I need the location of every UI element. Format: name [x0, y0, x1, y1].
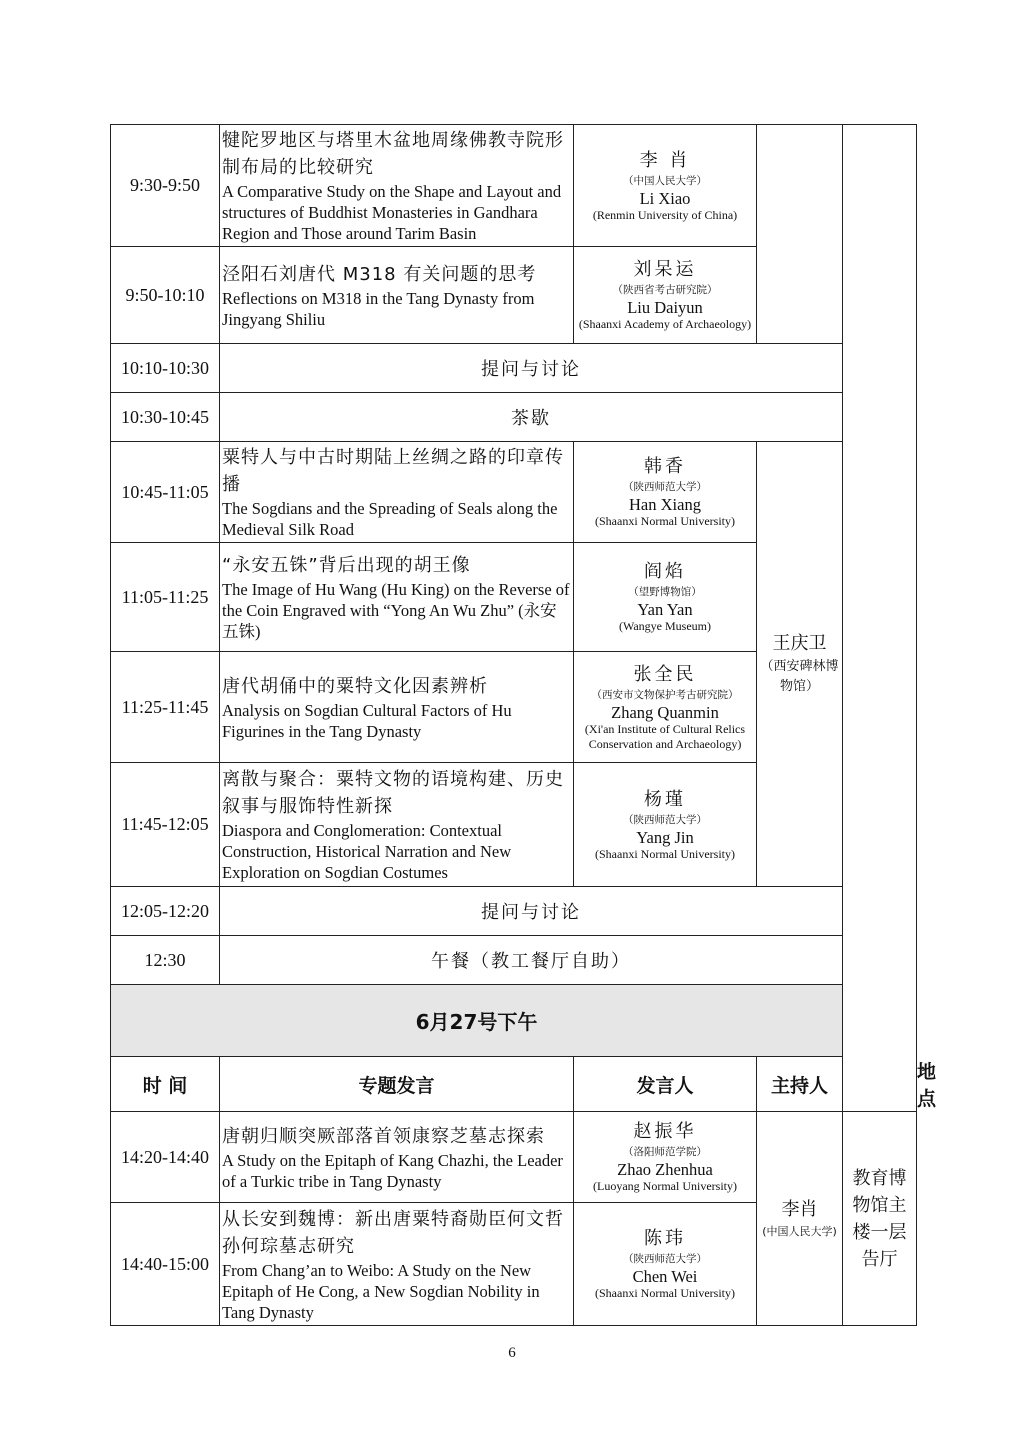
time-cell: 9:30-9:50: [111, 125, 220, 247]
speaker-institution-zh: （陕西省考古研究院）: [612, 284, 718, 296]
speaker-name-en: Liu Daiyun: [627, 298, 703, 317]
topic-title-zh: 粟特人与中古时期陆上丝绸之路的印章传播: [222, 447, 564, 495]
speaker-institution-en: (Xi'an Institute of Cultural Relics Conservation and Archaeology): [584, 721, 746, 751]
speaker-name-zh: 陈玮: [644, 1228, 686, 1249]
venue-cell-empty: [843, 125, 917, 1112]
table-row: [111, 1112, 917, 1203]
table-row: [111, 985, 917, 1057]
speaker-institution-zh: （望野博物馆）: [628, 586, 702, 598]
topic-cell: [220, 1203, 574, 1326]
topic-title-zh: 从长安到魏博：新出唐粟特裔勋臣何文哲孙何琮墓志研究: [222, 1208, 564, 1257]
speaker-name-en: Yan Yan: [637, 600, 693, 619]
speaker-institution-en: (Luoyang Normal University): [593, 1179, 737, 1193]
table-row: [111, 936, 917, 985]
topic-cell: [220, 442, 574, 543]
topic-title-en: Diaspora and Conglomeration: Contextual Construction, Historical Narration and New Exploration on Sogdian Costumes: [222, 821, 512, 882]
speaker-institution-en: (Shaanxi Normal University): [595, 846, 735, 861]
table-row: [111, 887, 917, 936]
speaker-name-en: Li Xiao: [639, 188, 691, 208]
speaker-name-zh: 李 肖: [639, 149, 691, 171]
speaker-institution-zh: （中国人民大学）: [623, 174, 707, 187]
speaker-cell: [574, 247, 757, 344]
speaker-institution-en: (Wangye Museum): [618, 619, 711, 633]
header-speaker: 发言人: [574, 1057, 757, 1112]
time-cell: 14:40-15:00: [111, 1203, 220, 1326]
speaker-institution-en: (Shaanxi Normal University): [595, 514, 735, 528]
table-row: [111, 393, 917, 442]
page-number: 6: [508, 1345, 516, 1361]
speaker-cell: [574, 1112, 757, 1203]
speaker-cell: [574, 125, 757, 247]
topic-title-en: The Image of Hu Wang (Hu King) on the Reverse of the Coin Engraved with “Yong An Wu Zhu” (永安五铢): [222, 580, 570, 641]
topic-title-en: The Sogdians and the Spreading of Seals along the Medieval Silk Road: [222, 499, 558, 539]
speaker-name-zh: 韩香: [644, 456, 686, 477]
topic-title-en: Analysis on Sogdian Cultural Factors of Hu Figurines in the Tang Dynasty: [222, 700, 512, 741]
topic-cell: [220, 763, 574, 887]
speaker-institution-zh: （洛阳师范学院）: [623, 1146, 707, 1158]
session-label: 茶歇: [220, 393, 843, 442]
topic-cell: [220, 543, 574, 652]
speaker-name-zh: 刘呆运: [633, 259, 697, 280]
speaker-institution-zh: （陕西师范大学）: [623, 813, 707, 826]
topic-cell: [220, 125, 574, 247]
venue-cell: 教育博物馆主楼一层告厅: [843, 1112, 917, 1326]
time-cell: 11:05-11:25: [111, 543, 220, 652]
speaker-institution-en: (Shaanxi Normal University): [595, 1286, 735, 1300]
speaker-institution-zh: （陕西师范大学）: [623, 1253, 707, 1265]
header-host: 主持人: [757, 1057, 843, 1112]
time-cell: 9:50-10:10: [111, 247, 220, 344]
host-cell-empty: [757, 125, 843, 344]
schedule-table: [110, 124, 937, 1326]
speaker-name-zh: 赵振华: [633, 1121, 697, 1142]
topic-title-zh: “永安五铢”背后出现的胡王像: [222, 555, 471, 576]
table-row: [111, 125, 917, 247]
topic-cell: [220, 247, 574, 344]
day-heading: 6月27号下午: [111, 985, 843, 1057]
table-row: [111, 442, 917, 543]
speaker-name-en: Zhao Zhenhua: [617, 1160, 713, 1179]
header-row: 时 间 专题发言 发言人 主持人 地点: [111, 1057, 917, 1112]
host-institution: （西安碑林博物馆）: [760, 659, 839, 694]
table-row: [111, 344, 917, 393]
host-cell: [757, 442, 843, 887]
topic-title-en: From Chang’an to Weibo: A Study on the New Epitaph of He Cong, a New Sogdian Nobility in Tang Dynasty: [222, 1260, 540, 1322]
session-label: 提问与讨论: [220, 887, 843, 936]
topic-title-zh: 唐朝归顺突厥部落首领康察芝墓志探索: [222, 1125, 545, 1147]
speaker-name-en: Yang Jin: [636, 827, 694, 847]
speaker-institution-en: (Shaanxi Academy of Archaeology): [578, 317, 752, 331]
time-cell: 10:30-10:45: [111, 393, 220, 442]
speaker-name-en: Chen Wei: [632, 1267, 698, 1286]
speaker-cell: [574, 543, 757, 652]
speaker-cell: [574, 442, 757, 543]
speaker-name-en: Zhang Quanmin: [611, 702, 719, 722]
time-cell: 14:20-14:40: [111, 1112, 220, 1203]
host-name: 李肖: [781, 1198, 818, 1220]
time-cell: 10:45-11:05: [111, 442, 220, 543]
speaker-institution-zh: （陕西师范大学）: [623, 481, 707, 493]
host-institution: (中国人民大学): [762, 1224, 837, 1238]
session-label: 提问与讨论: [220, 344, 843, 393]
host-name: 王庆卫: [772, 633, 827, 654]
header-topic: 专题发言: [220, 1057, 574, 1112]
time-cell: 12:05-12:20: [111, 887, 220, 936]
speaker-cell: [574, 1203, 757, 1326]
speaker-name-zh: 杨瑾: [644, 788, 686, 810]
host-cell: [757, 1112, 843, 1326]
speaker-name-zh: 张全民: [633, 663, 697, 685]
speaker-name-zh: 阎焰: [644, 561, 686, 582]
time-cell: 10:10-10:30: [111, 344, 220, 393]
topic-title-en: A Comparative Study on the Shape and Layout and structures of Buddhist Monasteries in Gandhara Region and Those around Tarim Basin: [222, 182, 562, 243]
topic-title-zh: 唐代胡俑中的粟特文化因素辨析: [222, 675, 488, 697]
time-cell: 11:25-11:45: [111, 652, 220, 763]
speaker-cell: [574, 652, 757, 763]
header-time: 时 间: [111, 1057, 220, 1112]
topic-title-en: Reflections on M318 in the Tang Dynasty from Jingyang Shiliu: [222, 288, 535, 329]
topic-title-zh: 泾阳石刘唐代 M318 有关问题的思考: [222, 263, 537, 285]
topic-title-zh: 犍陀罗地区与塔里木盆地周缘佛教寺院形制布局的比较研究: [222, 130, 564, 178]
time-cell: 11:45-12:05: [111, 763, 220, 887]
topic-cell: [220, 652, 574, 763]
speaker-cell: [574, 763, 757, 887]
topic-cell: [220, 1112, 574, 1203]
speaker-institution-zh: （西安市文物保护考古研究院）: [591, 688, 739, 701]
time-cell: 12:30: [111, 936, 220, 985]
speaker-institution-en: (Renmin University of China): [592, 207, 738, 222]
topic-title-en: A Study on the Epitaph of Kang Chazhi, the Leader of a Turkic tribe in Tang Dynasty: [222, 1150, 563, 1191]
speaker-name-en: Han Xiang: [629, 495, 701, 514]
session-label: 午餐（教工餐厅自助）: [220, 936, 843, 985]
topic-title-zh: 离散与聚合：粟特文物的语境构建、历史叙事与服饰特性新探: [222, 769, 564, 817]
